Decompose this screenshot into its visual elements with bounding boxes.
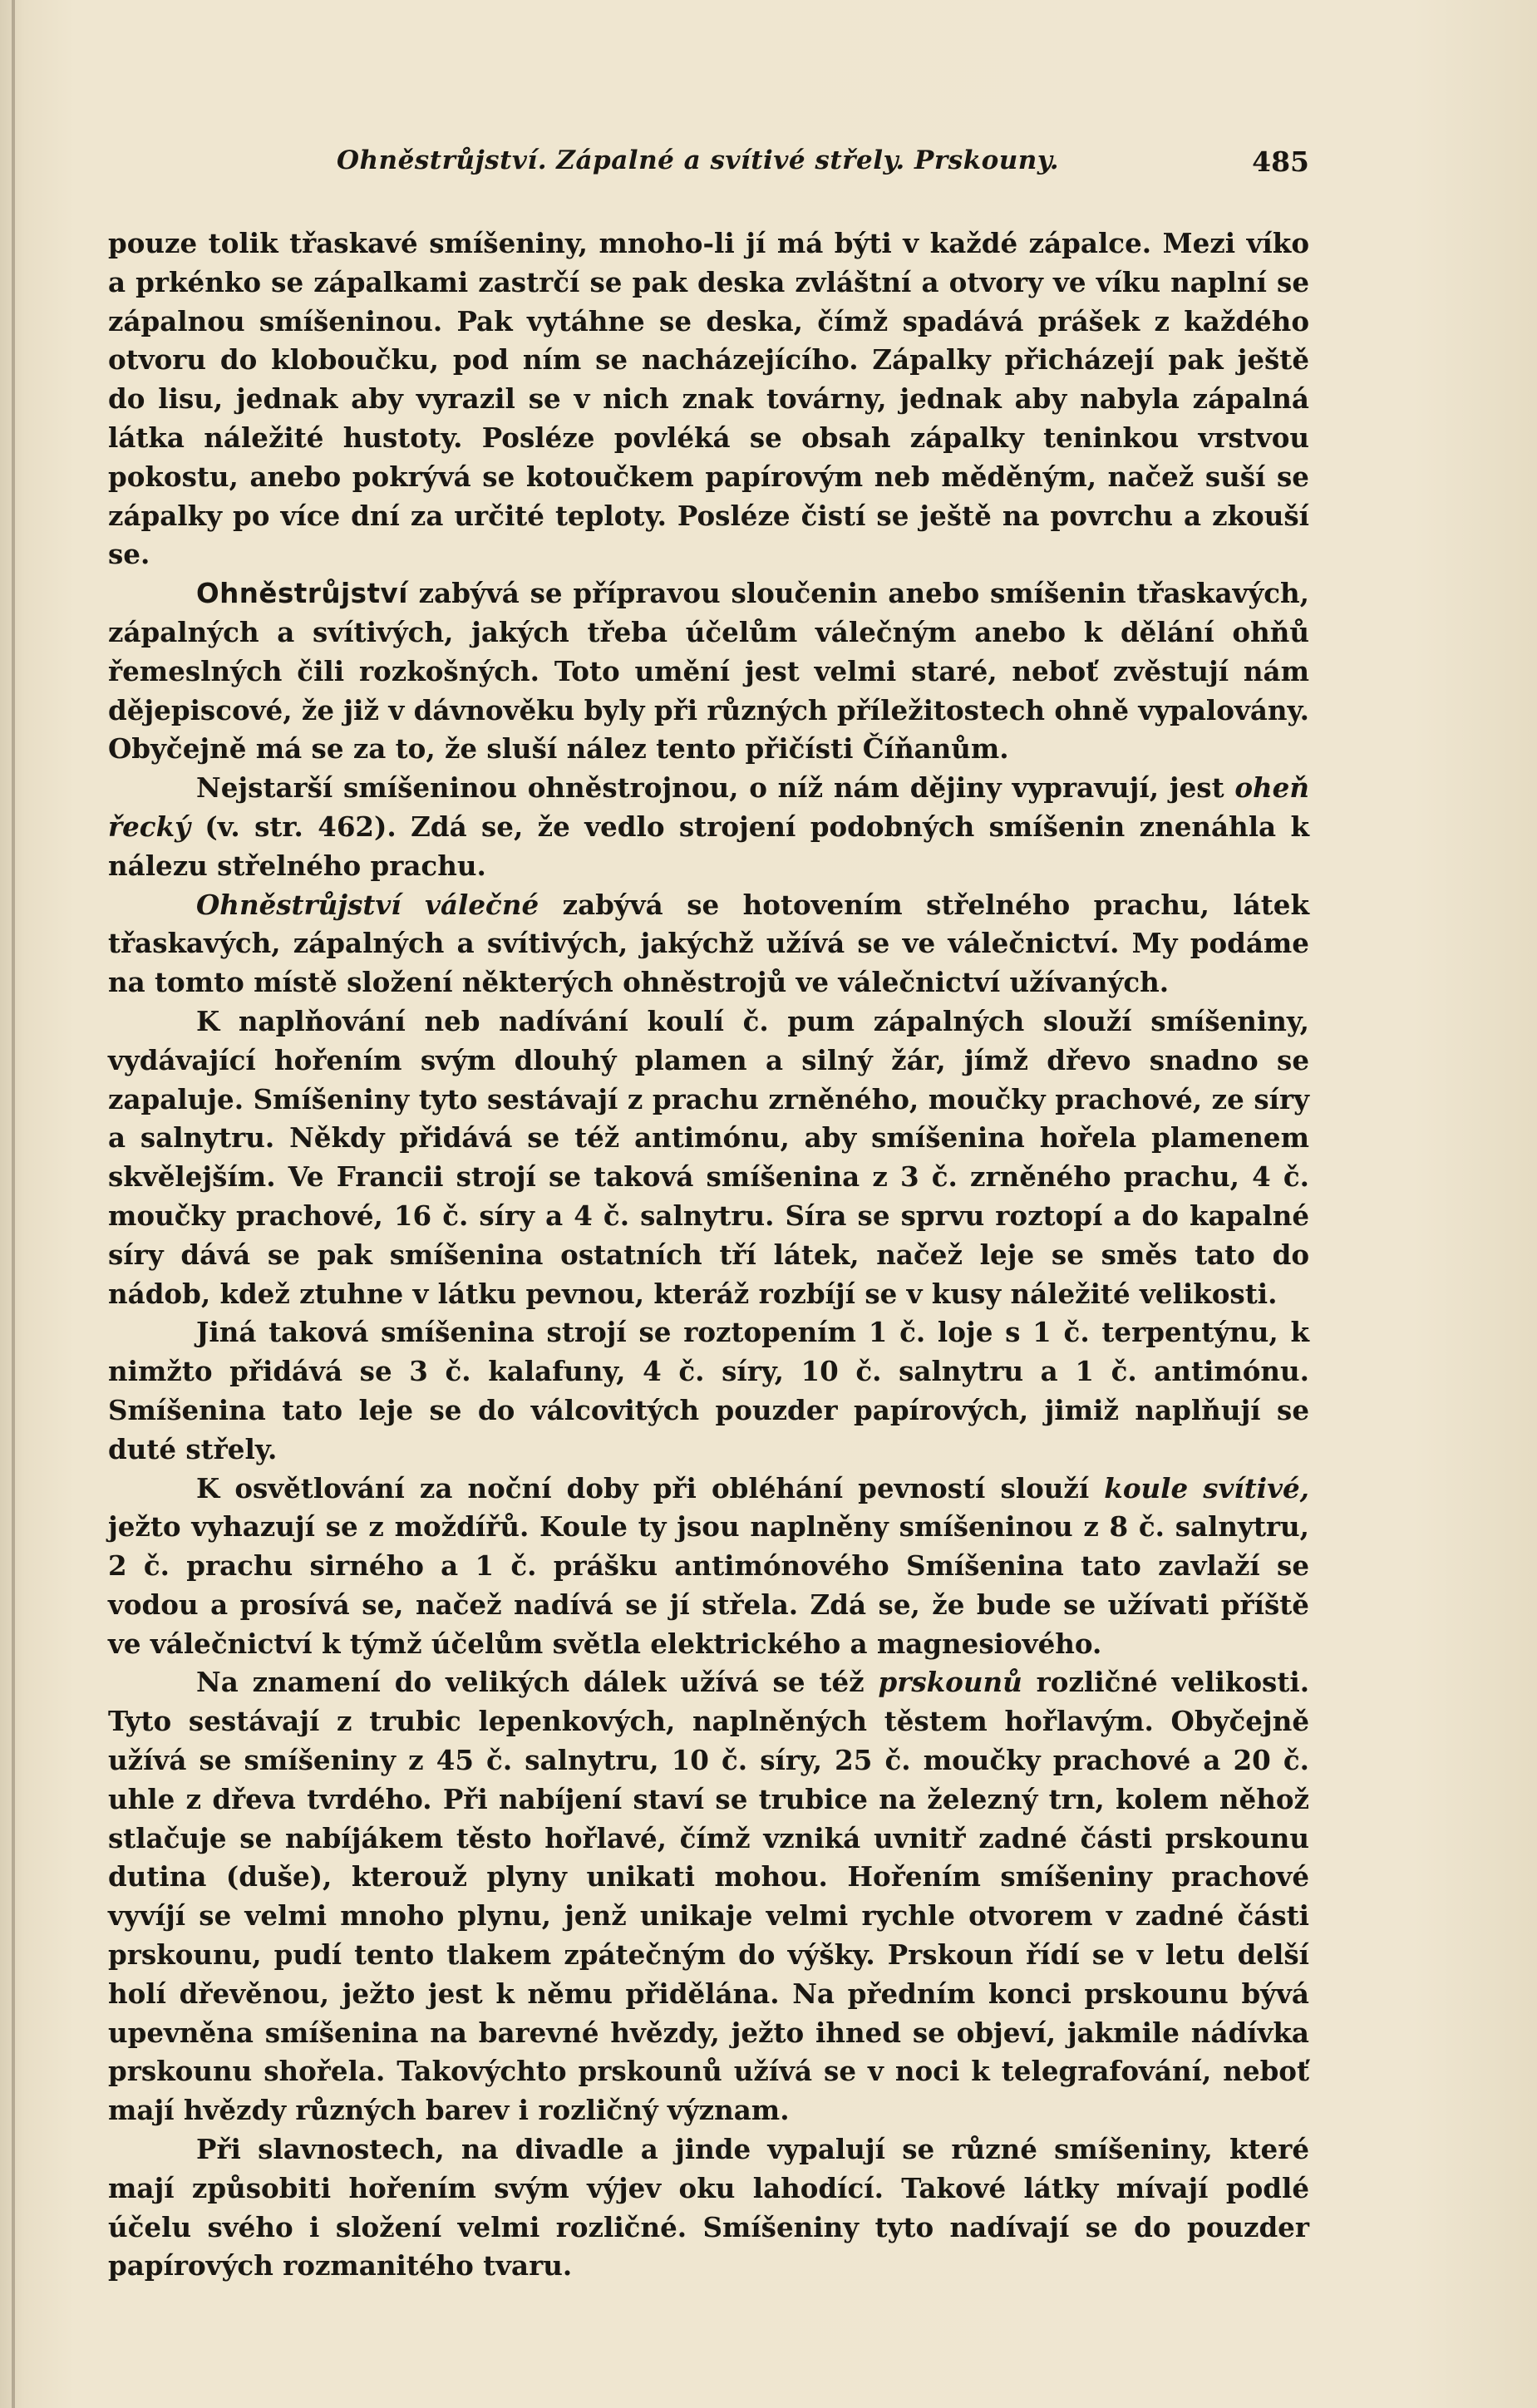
paragraph-7: K osvětlování za noční doby při obléhání pevností slouží koule svítivé, ježto vyhazují se z moždířů. Koule ty jsou naplněny smíšeninou z 8 č. salnytru, 2 č. prachu sirného a 1 č. prášku antimónového Smíšenina tato zavlaží se vodou a prosívá se, načež nadívá se jí střela. Zdá se, že bude se užívati příště ve válečnictví k týmž účelům světla elektrického a magnesiového. [108, 1471, 1309, 1660]
paragraph-9: Při slavnostech, na divadle a jinde vypalují se různé smíšeniny, které mají způsobiti hořením svým výjev oku lahodící. Takové látky mívají podlé účelu svého i složení velmi rozličné. Smíšeniny tyto nadívají se do pouzder papírových rozmanitého tvaru. [108, 2133, 1309, 2282]
body-text [108, 224, 1309, 2286]
paragraph-6: Jiná taková smíšenina strojí se roztopením 1 č. loje s 1 č. terpentýnu, k nimžto přidává se 3 č. kalafuny, 4 č. síry, 10 č. salnytru a 1 č. antimónu. Smíšenina tato leje se do válcovitých pouzder papírových, jimiž naplňují se duté střely. [108, 1316, 1309, 1465]
emphasis-term: koule svítivé, [1104, 1471, 1309, 1504]
paragraph-5: K naplňování neb nadívání koulí č. pum zápalných slouží smíšeniny, vydávající hořením svým dlouhý plamen a silný žár, jímž dřevo snadno se zapaluje. Smíšeniny tyto sestávají z prachu zrněného, moučky prachové, ze síry a salnytru. Někdy přidává se též antimónu, aby smíšenina hořela plamenem skvělejším. Ve Francii strojí se taková smíšenina z 3 č. zrněného prachu, 4 č. moučky prachové, 16 č. síry a 4 č. salnytru. Síra se sprvu roztopí a do kapalné síry dává se pak smíšenina ostatních tří látek, načež leje se směs tato do nádob, kdež ztuhne v látku pevnou, kteráž rozbíjí se v kusy náležité velikosti. [108, 1004, 1309, 1310]
lead-term: Ohněstrůjství [196, 578, 408, 610]
paragraph-2: Ohněstrůjství zabývá se přípravou sloučenin anebo smíšenin třaskavých, zápalných a svítivých, jakých třeba účelům válečným anebo k dělání ohňů řemeslných čili rozkošných. Toto umění jest velmi staré, neboť zvěstují nám dějepiscové, že již v dávnověku byly při různých příležitostech ohně vypalovány. Obyčejně má se za to, že sluší nález tento přičísti Číňanům. [108, 577, 1309, 766]
paragraph-4: Ohněstrůjství válečné zabývá se hotovením střelného prachu, látek třaskavých, zápalných a svítivých, jakýchž užívá se ve válečnictví. My podáme na tomto místě složení některých ohněstrojů ve válečnictví užívaných. [108, 888, 1309, 999]
emphasis-term: oheň řecký [108, 771, 1309, 843]
paragraph-1: pouze tolik třaskavé smíšeniny, mnoho-li jí má býti v každé zápalce. Mezi víko a prkénko se zápalkami zastrčí se pak deska zvláštní a otvory ve víku naplní se zápalnou smíšeninou. Pak vytáhne se deska, čímž spadává prášek z každého otvoru do kloboučku, pod ním se nacházejícího. Zápalky přicházejí pak ještě do lisu, jednak aby vyrazil se v nich znak továrny, jednak aby nabyla zápalná látka náležité hustoty. Posléze povléká se obsah zápalky teninkou vrstvou pokostu, anebo pokrývá se kotoučkem papírovým neb měděným, načež suší se zápalky po více dní za určité teploty. Posléze čistí se ještě na povrchu a zkouší se. [108, 227, 1309, 571]
page-number: 485 [1252, 145, 1309, 178]
binding-edge [12, 0, 15, 2408]
paragraph-8: Na znamení do velikých dálek užívá se též prskounů rozličné velikosti. Tyto sestávají z trubic lepenkových, naplněných těstem hořlavým. Obyčejně užívá se smíšeniny z 45 č. salnytru, 10 č. síry, 25 č. moučky prachové a 20 č. uhle z dřeva tvrdého. Při nabíjení staví se trubice na železný trn, kolem něhož stlačuje se nabíjákem těsto hořlavé, čímž vzniká uvnitř zadné části prskounu dutina (duše), kterouž plyny unikati mohou. Hořením smíšeniny prachové vyvíjí se velmi mnoho plynu, jenž unikaje velmi rychle otvorem v zadné části prskounu, pudí tento tlakem zpátečným do výšky. Prskoun řídí se v letu delší holí dřevěnou, ježto jest k němu přidělána. Na předním konci prskounu bývá upevněna smíšenina na barevné hvězdy, ježto ihned se objeví, jakmile nádívka prskounu shořela. Takovýchto prskounů užívá se v noci k telegrafování, neboť mají hvězdy různých barev i rozličný význam. [108, 1666, 1310, 2127]
emphasis-term: prskounů [878, 1666, 1022, 1699]
paragraph-3: Nejstarší smíšeninou ohněstrojnou, o níž nám dějiny vypravují, jest oheň řecký (v. str. 462). Zdá se, že vedlo strojení podobných smíšenin znenáhla k nálezu střelného prachu. [108, 771, 1309, 882]
emphasis-term: Ohněstrůjství válečné [196, 888, 539, 921]
page-header [108, 145, 1309, 187]
running-title: Ohněstrůjství. Zápalné a svítivé střely. Prskouny. [337, 145, 1060, 175]
